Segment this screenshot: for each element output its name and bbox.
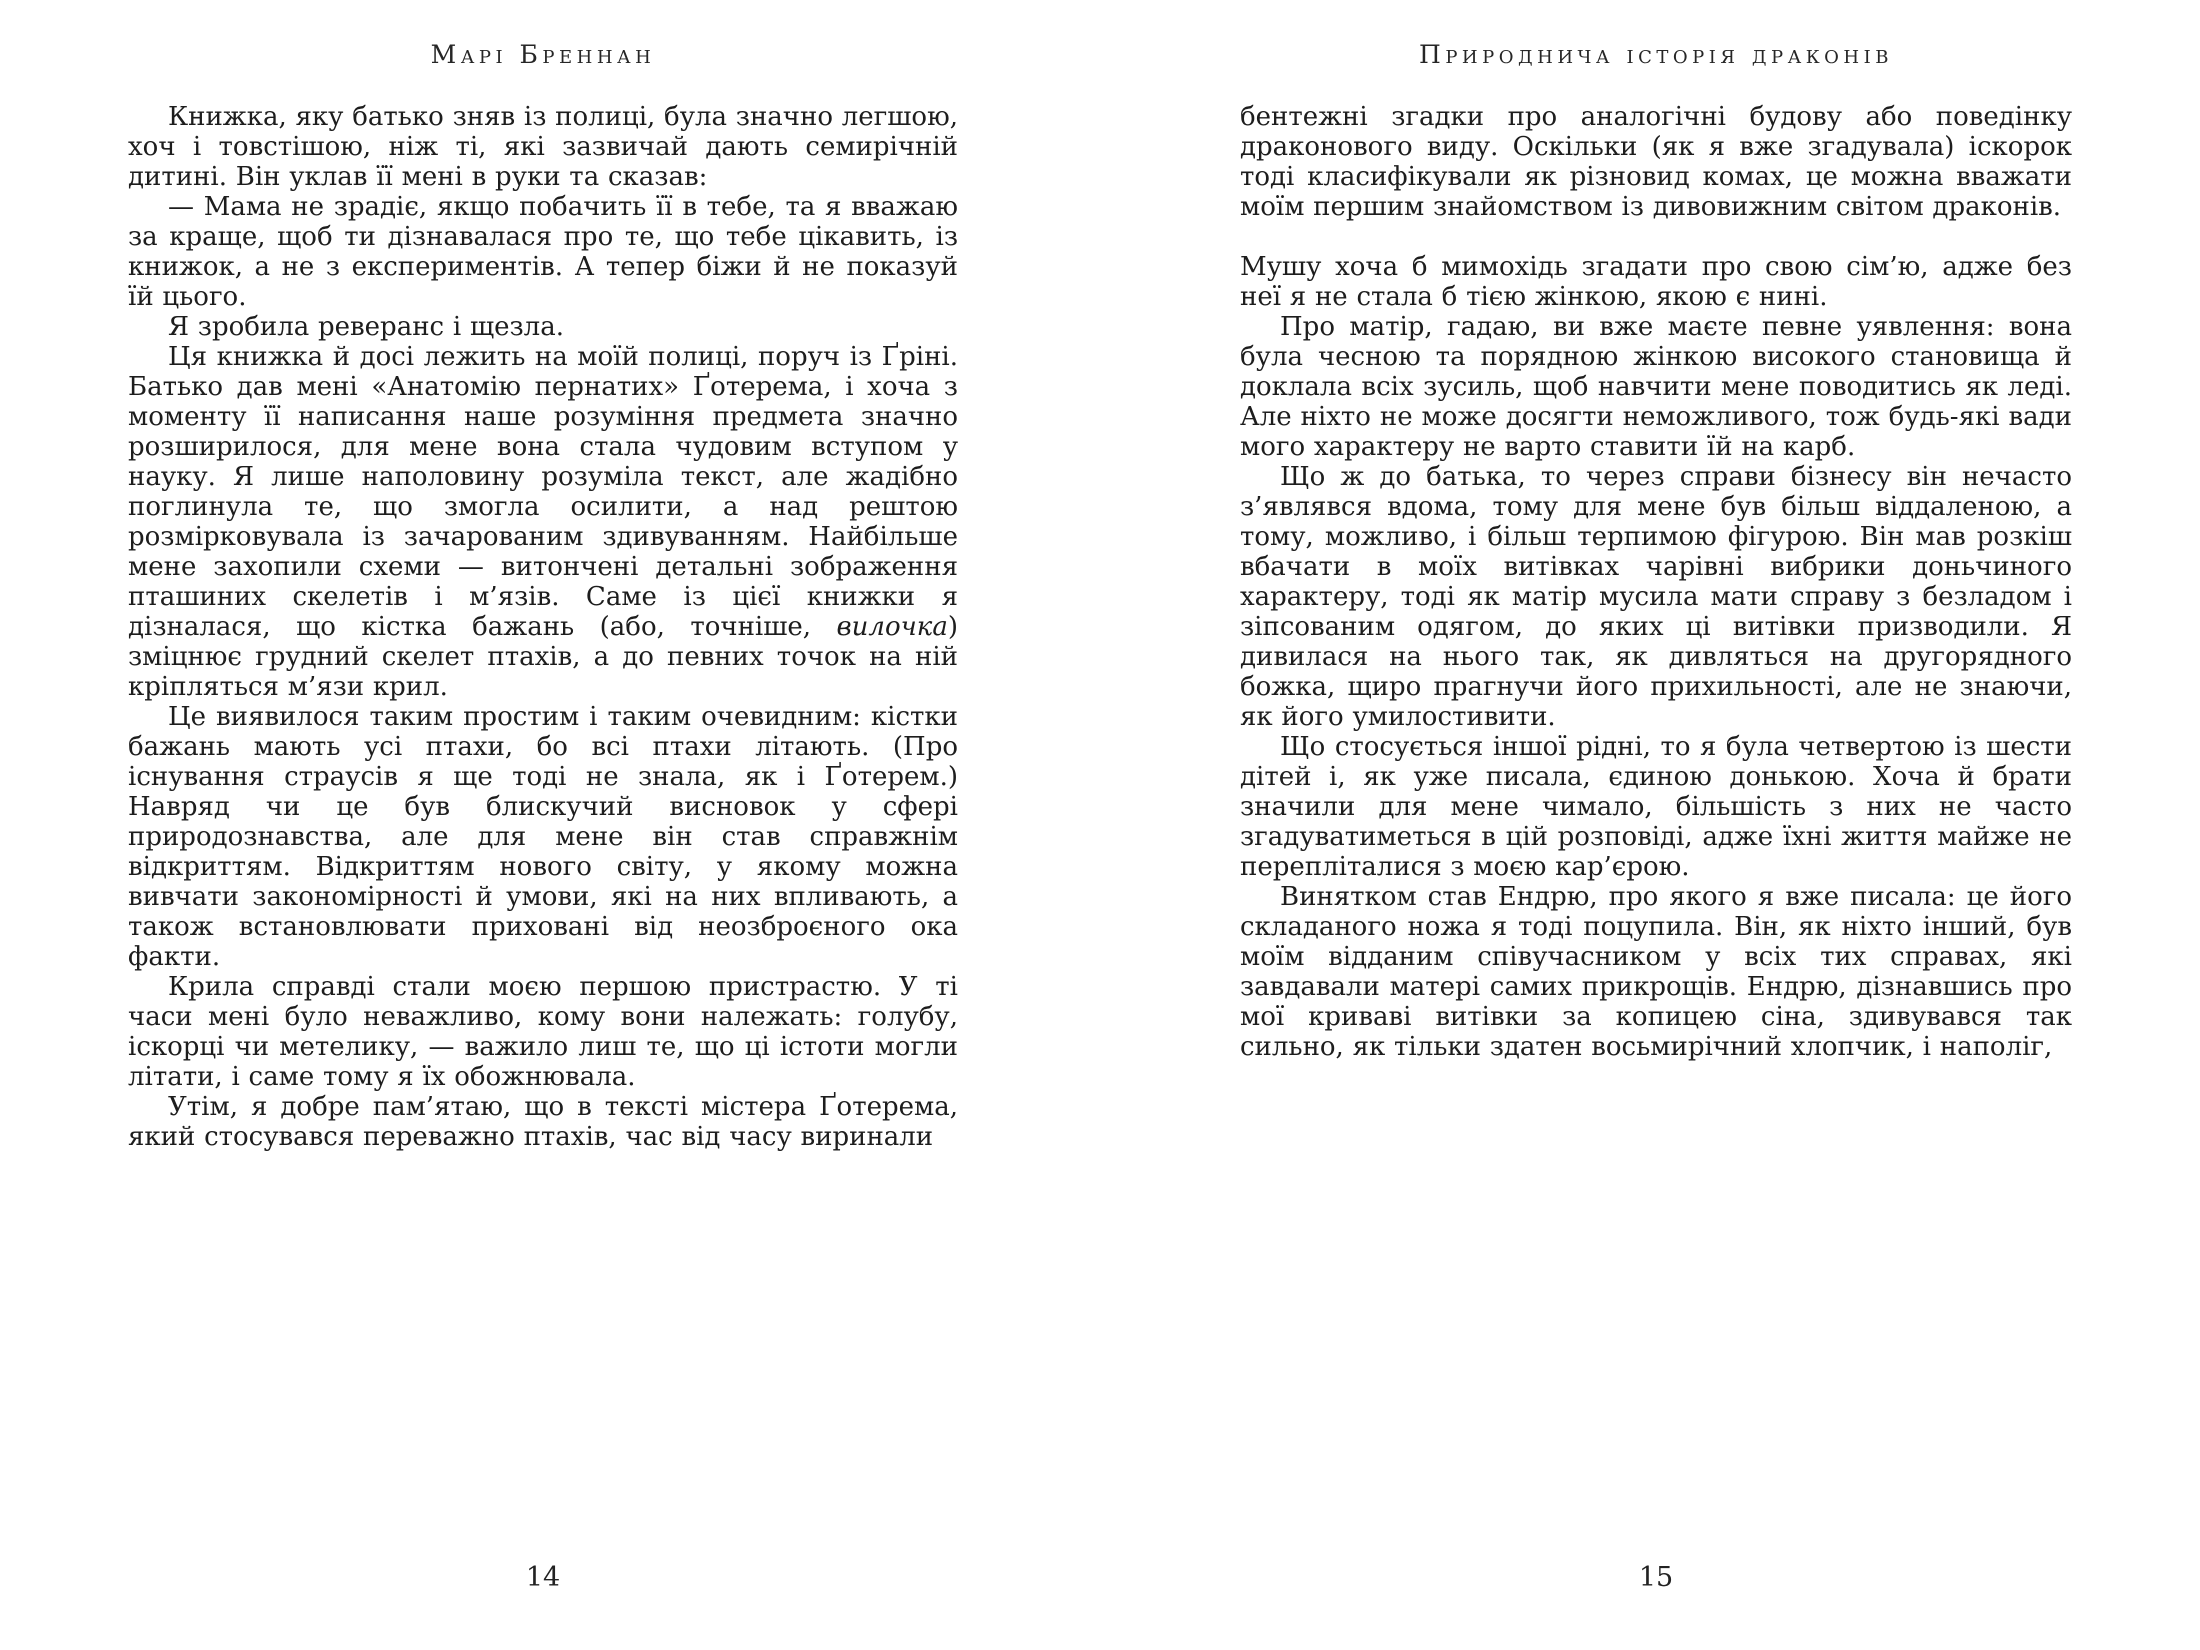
paragraph xyxy=(128,342,958,702)
paragraph: Книжка, яку батько зняв із полиці, була значно легшою, хоч і товстішою, ніж ті, які зазвичай дають семирічній дитині. Він уклав її мені в руки та сказав: xyxy=(128,102,958,192)
paragraph: Мушу хоча б мимохідь згадати про свою сім’ю, адже без неї я не стала б тією жінкою, якою є нині. xyxy=(1240,252,2072,312)
paragraph-text: ) зміцнює грудний скелет птахів, а до певних точок на ній кріпляться м’язи крил. xyxy=(128,612,958,702)
paragraph: Що стосується іншої рідні, то я була четвертою із шести дітей і, як уже писала, єдиною донькою. Хоча й брати значили для мене чимало, більшість з них не часто згадуватиметься в цій розповіді, адже їхні життя майже не перепліталися з моєю кар’єрою. xyxy=(1240,732,2072,882)
paragraph: Це виявилося таким простим і таким очевидним: кістки бажань мають усі птахи, бо всі птахи літають. (Про існування страусів я ще тоді не знала, як і Ґотерем.) Навряд чи це був блискучий висновок у сфері природознавства, але для мене він став справжнім відкриттям. Відкриттям нового світу, у якому можна вивчати закономірності й умови, які на них впливають, а також встановлювати приховані від неозброєного ока факти. xyxy=(128,702,958,972)
paragraph: — Мама не зрадіє, якщо побачить її в тебе, та я вважаю за краще, щоб ти дізнавалася про те, що тебе цікавить, із книжок, а не з експериментів. А тепер біжи й не показуй їй цього. xyxy=(128,192,958,312)
page-number-left: 14 xyxy=(525,1562,561,1593)
page-number-right: 15 xyxy=(1638,1562,1674,1593)
page-body-right xyxy=(1240,102,2072,1062)
paragraph: Що ж до батька, то через справи бізнесу він нечасто з’являвся вдома, тому для мене був більш віддаленою, а тому, можливо, і більш терпимою фігурою. Він мав розкіш вбачати в моїх витівках чарівні вибрики доньчиного характеру, тоді як матір мусила мати справу з безладом і зіпсованим одягом, до яких ці витівки призводили. Я дивилася на нього так, як дивляться на другорядного божка, щиро прагнучи його прихильності, але не знаючи, як його умилостивити. xyxy=(1240,462,2072,732)
paragraph: Винятком став Ендрю, про якого я вже писала: це його складаного ножа я тоді поцупила. Він, як ніхто інший, був моїм відданим співучасником у всіх тих справах, які завдавали матері самих прикрощів. Ендрю, дізнавшись про мої криваві витівки за копицею сіна, здивувався так сильно, як тільки здатен восьмирічний хлопчик, і наполіг, xyxy=(1240,882,2072,1062)
paragraph: бентежні згадки про аналогічні будову або поведінку драконового виду. Оскільки (як я вже згадувала) іскорок тоді класифікували як різновид комах, це можна вважати моїм першим знайомством із дивовижним світом драконів. xyxy=(1240,102,2072,222)
paragraph: Крила справді стали моєю першою пристрастю. У ті часи мені було неважливо, кому вони належать: голубу, іскорці чи метелику, — важило лиш те, що ці істоти могли літати, і саме тому я їх обожнювала. xyxy=(128,972,958,1092)
italic-term: вилочка xyxy=(836,612,948,642)
running-header-author: Марі Бреннан xyxy=(430,40,656,69)
text-column-left xyxy=(128,0,958,1650)
running-header-title: Природнича історія драконів xyxy=(1419,40,1893,69)
paragraph-text: Ця книжка й досі лежить на моїй полиці, поруч із Ґріні. Батько дав мені «Анатомію пернатих» Ґотерема, і хоча з моменту її написання наше розуміння предмета значно розширилося, для мене вона стала чудовим вступом у науку. Я лише наполовину розуміла текст, але жадібно поглинула те, що змогла осилити, а над рештою розмірковувала із зачарованим здивуванням. Найбільше мене захопили схеми — витончені детальні зображення пташиних скелетів і м’язів. Саме із цієї книжки я дізналася, що кістка бажань (або, точніше, xyxy=(128,342,958,642)
text-column-right xyxy=(1240,0,2072,1650)
paragraph: Про матір, гадаю, ви вже маєте певне уявлення: вона була чесною та порядною жінкою високого становища й доклала всіх зусиль, щоб навчити мене поводитись як леді. Але ніхто не може досягти неможливого, тож будь-які вади мого характеру не варто ставити їй на карб. xyxy=(1240,312,2072,462)
book-page-right xyxy=(1100,0,2200,1650)
paragraph: Я зробила реверанс і щезла. xyxy=(168,312,564,342)
page-body-left xyxy=(128,102,958,1152)
paragraph: Утім, я добре пам’ятаю, що в тексті містера Ґотерема, який стосувався переважно птахів, час від часу виринали xyxy=(128,1092,958,1152)
